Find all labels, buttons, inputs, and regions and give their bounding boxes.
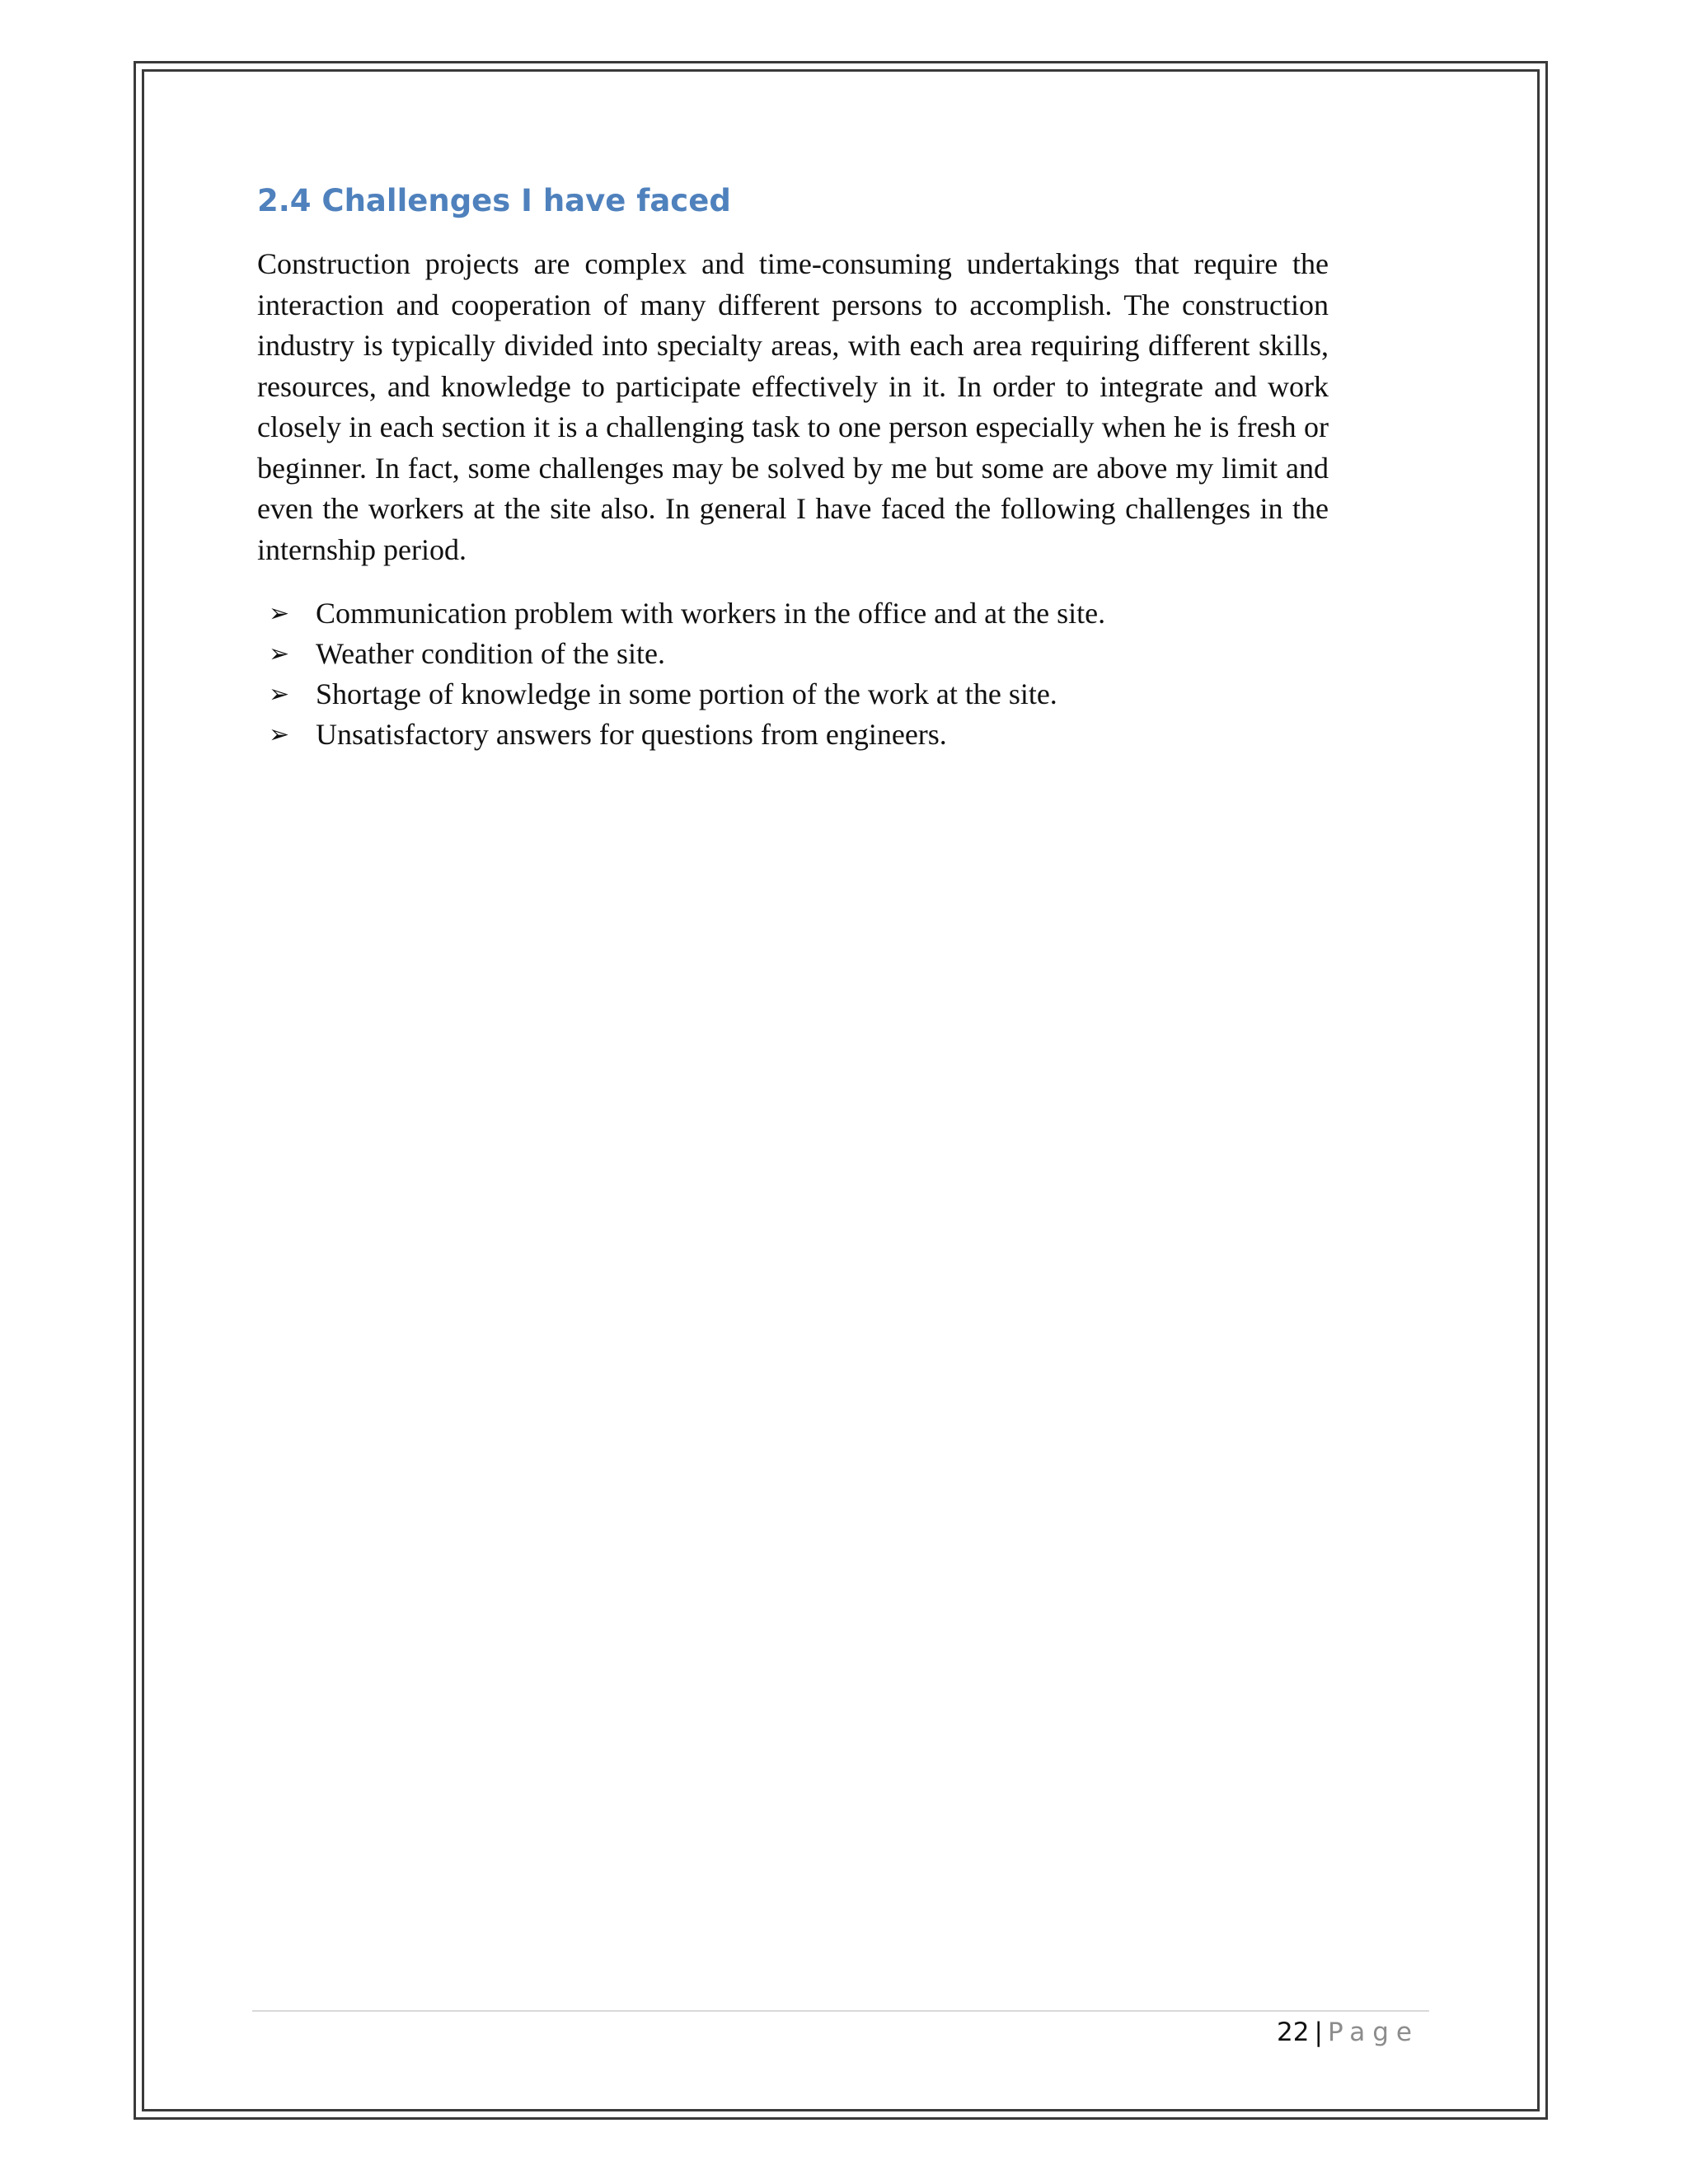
arrow-bullet-icon: ➢: [269, 599, 290, 629]
list-item-text: Weather condition of the site.: [316, 637, 665, 671]
challenges-list: [257, 593, 1329, 755]
list-item: [257, 715, 1033, 755]
page-content: [257, 181, 1329, 755]
section-heading: 2.4 Challenges I have faced: [257, 183, 731, 218]
arrow-bullet-icon: ➢: [269, 720, 290, 750]
list-item-text: Communication problem with workers in the office and at the site.: [316, 597, 1106, 630]
footer-divider: [252, 2010, 1429, 2012]
footer-separator: |: [1314, 2018, 1323, 2047]
page-label: Page: [1327, 2018, 1419, 2047]
list-item: [257, 674, 1140, 715]
arrow-bullet-icon: ➢: [269, 680, 290, 710]
page-footer: [1277, 2018, 1419, 2047]
list-item: [257, 593, 1222, 634]
list-item-text: Unsatisfactory answers for questions from engineers.: [316, 718, 947, 752]
page-number: 22: [1277, 2018, 1310, 2047]
list-item-text: Shortage of knowledge in some portion of the work at the site.: [316, 677, 1057, 711]
arrow-bullet-icon: ➢: [269, 640, 290, 669]
intro-paragraph: Construction projects are complex and time-consuming undertakings that require the interaction and cooperation of many different persons to accomplish. The construction industry is typically divided into specialty areas, with each area requiring different skills, resources, and knowledge to participate effectively in it. In order to integrate and work closely in each section it is a challenging task to one person especially when he is fresh or beginner. In fact, some challenges may be solved by me but some are above my limit and even the workers at the site also. In general I have faced the following challenges in the internship period.: [257, 247, 1329, 566]
list-item: [257, 634, 1222, 674]
